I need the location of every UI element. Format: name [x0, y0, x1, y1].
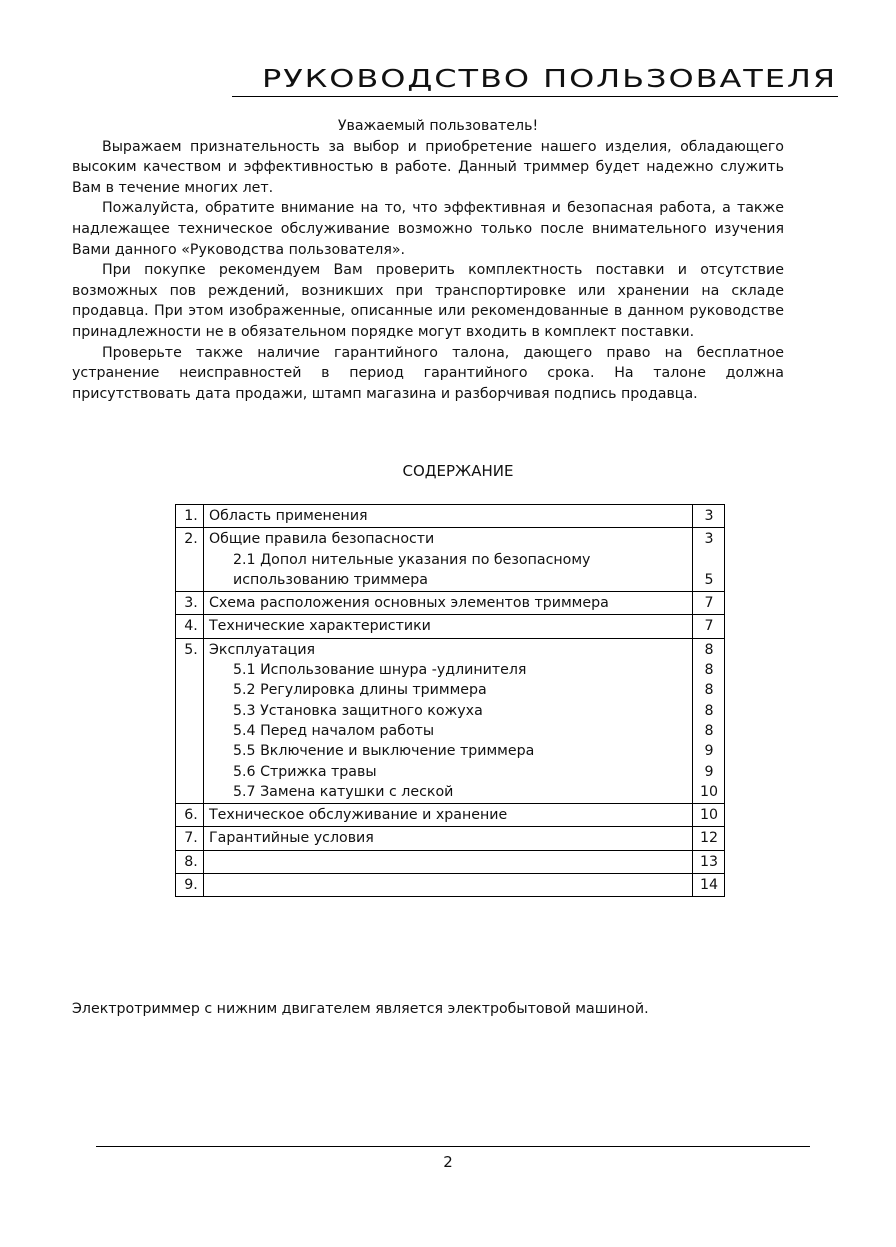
toc-page-number: 9	[704, 763, 714, 780]
toc-page-number: 8	[704, 722, 714, 739]
page-header-title: РУКОВОДСТВО ПОЛЬЗОВАТЕЛЯ	[262, 64, 838, 93]
toc-number: 9.	[176, 874, 204, 897]
toc-number: 2.	[176, 528, 204, 592]
toc-entry	[204, 827, 693, 850]
toc-number: 7.	[176, 827, 204, 850]
toc-page	[693, 505, 725, 528]
toc-page-number: 5	[704, 571, 714, 588]
intro-paragraph-3: При покупке рекомендуем Вам проверить комплектность поставки и отсутствие возможных пов реждений, возникших при транспортировке или хранении на складе продавца. При этом изображенные, описанные или рекомендованные в данном руководстве принадлежности не в обязательном порядке могут входить в комплект поставки.	[72, 262, 784, 340]
toc-entry	[204, 505, 693, 528]
toc-number: 6.	[176, 804, 204, 827]
toc-page	[693, 804, 725, 827]
toc-entry	[204, 615, 693, 638]
toc-subentry-text: 5.7 Замена катушки с леской	[233, 783, 454, 800]
toc-row-8	[176, 850, 725, 873]
toc-row-1	[176, 505, 725, 528]
toc-subentry-text: 5.5 Включение и выключение триммера	[233, 743, 535, 760]
toc-row-9	[176, 874, 725, 897]
toc-entry	[204, 592, 693, 615]
toc-page	[693, 592, 725, 615]
toc-number: 8.	[176, 850, 204, 873]
footer-note: Электротриммер с нижним двигателем является электробытовой машиной.	[72, 1001, 649, 1017]
toc-page-number: 8	[704, 641, 714, 658]
toc-entry	[204, 850, 693, 873]
toc-subentry-text: 5.1 Использование шнура -удлинителя	[233, 662, 527, 679]
toc-entry-text: Техническое обслуживание и хранение	[209, 807, 508, 824]
toc-entry-text: Область применения	[209, 508, 368, 524]
toc-row-5	[176, 638, 725, 803]
toc-page-number: 3	[704, 531, 714, 548]
toc-entry-text	[209, 852, 688, 872]
toc-page-number: 7	[704, 618, 714, 635]
toc-subentry-text: 5.4 Перед началом работы	[233, 722, 435, 739]
toc-subentry-text: 5.3 Установка защитного кожуха	[233, 702, 483, 719]
contents-table	[175, 504, 725, 897]
toc-page-number: 14	[699, 877, 719, 894]
toc-page-number: 7	[704, 595, 714, 612]
toc-row-2	[176, 528, 725, 592]
toc-entry-text: Схема расположения основных элементов триммера	[209, 595, 609, 612]
toc-number: 3.	[176, 592, 204, 615]
toc-entry	[204, 804, 693, 827]
toc-page-number: 13	[699, 853, 719, 870]
toc-entry-text: Технические характеристики	[209, 618, 431, 635]
toc-number: 5.	[176, 638, 204, 803]
toc-entry-text: Общие правила безопасности	[209, 531, 435, 548]
page-number: 2	[443, 1153, 453, 1171]
toc-page-number: 10	[699, 783, 719, 800]
toc-row-4	[176, 615, 725, 638]
toc-number: 1.	[176, 505, 204, 528]
toc-page-number	[698, 550, 720, 570]
intro-paragraph-1: Выражаем признательность за выбор и приобретение нашего изделия, обладающего высоким качеством и эффективностью в работе. Данный триммер будет надежно служить Вам в течение многих лет.	[72, 138, 784, 196]
toc-subentry-text: 2.1 Допол нительные указания по безопасному	[233, 551, 591, 568]
toc-page-number: 9	[704, 743, 714, 760]
toc-page-number: 12	[699, 830, 719, 847]
toc-row-3	[176, 592, 725, 615]
toc-entry	[204, 874, 693, 897]
toc-row-6	[176, 804, 725, 827]
toc-page	[693, 528, 725, 592]
toc-page	[693, 874, 725, 897]
toc-page-number: 8	[704, 662, 714, 679]
footer-divider	[96, 1146, 810, 1147]
toc-page	[693, 638, 725, 803]
toc-entry	[204, 638, 693, 803]
intro-section	[72, 116, 784, 404]
toc-entry	[204, 528, 693, 592]
contents-title: СОДЕРЖАНИЕ	[402, 462, 514, 480]
greeting: Уважаемый пользователь!	[337, 118, 539, 134]
toc-number: 4.	[176, 615, 204, 638]
toc-page-number: 3	[704, 508, 714, 524]
toc-page-number: 10	[699, 807, 719, 824]
toc-entry-text: Эксплуатация	[209, 641, 316, 658]
toc-page-number: 8	[704, 682, 714, 699]
toc-subentry-text: 5.2 Регулировка длины триммера	[233, 682, 487, 699]
header-divider	[232, 96, 838, 97]
toc-subentry-text: использованию триммера	[233, 571, 428, 588]
toc-page	[693, 615, 725, 638]
intro-paragraph-4: Проверьте также наличие гарантийного талона, дающего право на бесплатное устранение неисправностей в период гарантийного срока. На талоне должна присутствовать дата продажи, штамп магазина и разборчивая подпись продавца.	[72, 344, 784, 402]
toc-page-number: 8	[704, 702, 714, 719]
intro-paragraph-2: Пожалуйста, обратите внимание на то, что эффективная и безопасная работа, а также надлежащее техническое обслуживание возможно только после внимательного изучения Вами данного «Руководства пользователя».	[72, 200, 784, 258]
toc-page	[693, 827, 725, 850]
toc-row-7	[176, 827, 725, 850]
toc-subentry-text: 5.6 Стрижка травы	[233, 763, 377, 780]
toc-page	[693, 850, 725, 873]
toc-entry-text	[209, 875, 688, 895]
toc-entry-text: Гарантийные условия	[209, 830, 374, 847]
